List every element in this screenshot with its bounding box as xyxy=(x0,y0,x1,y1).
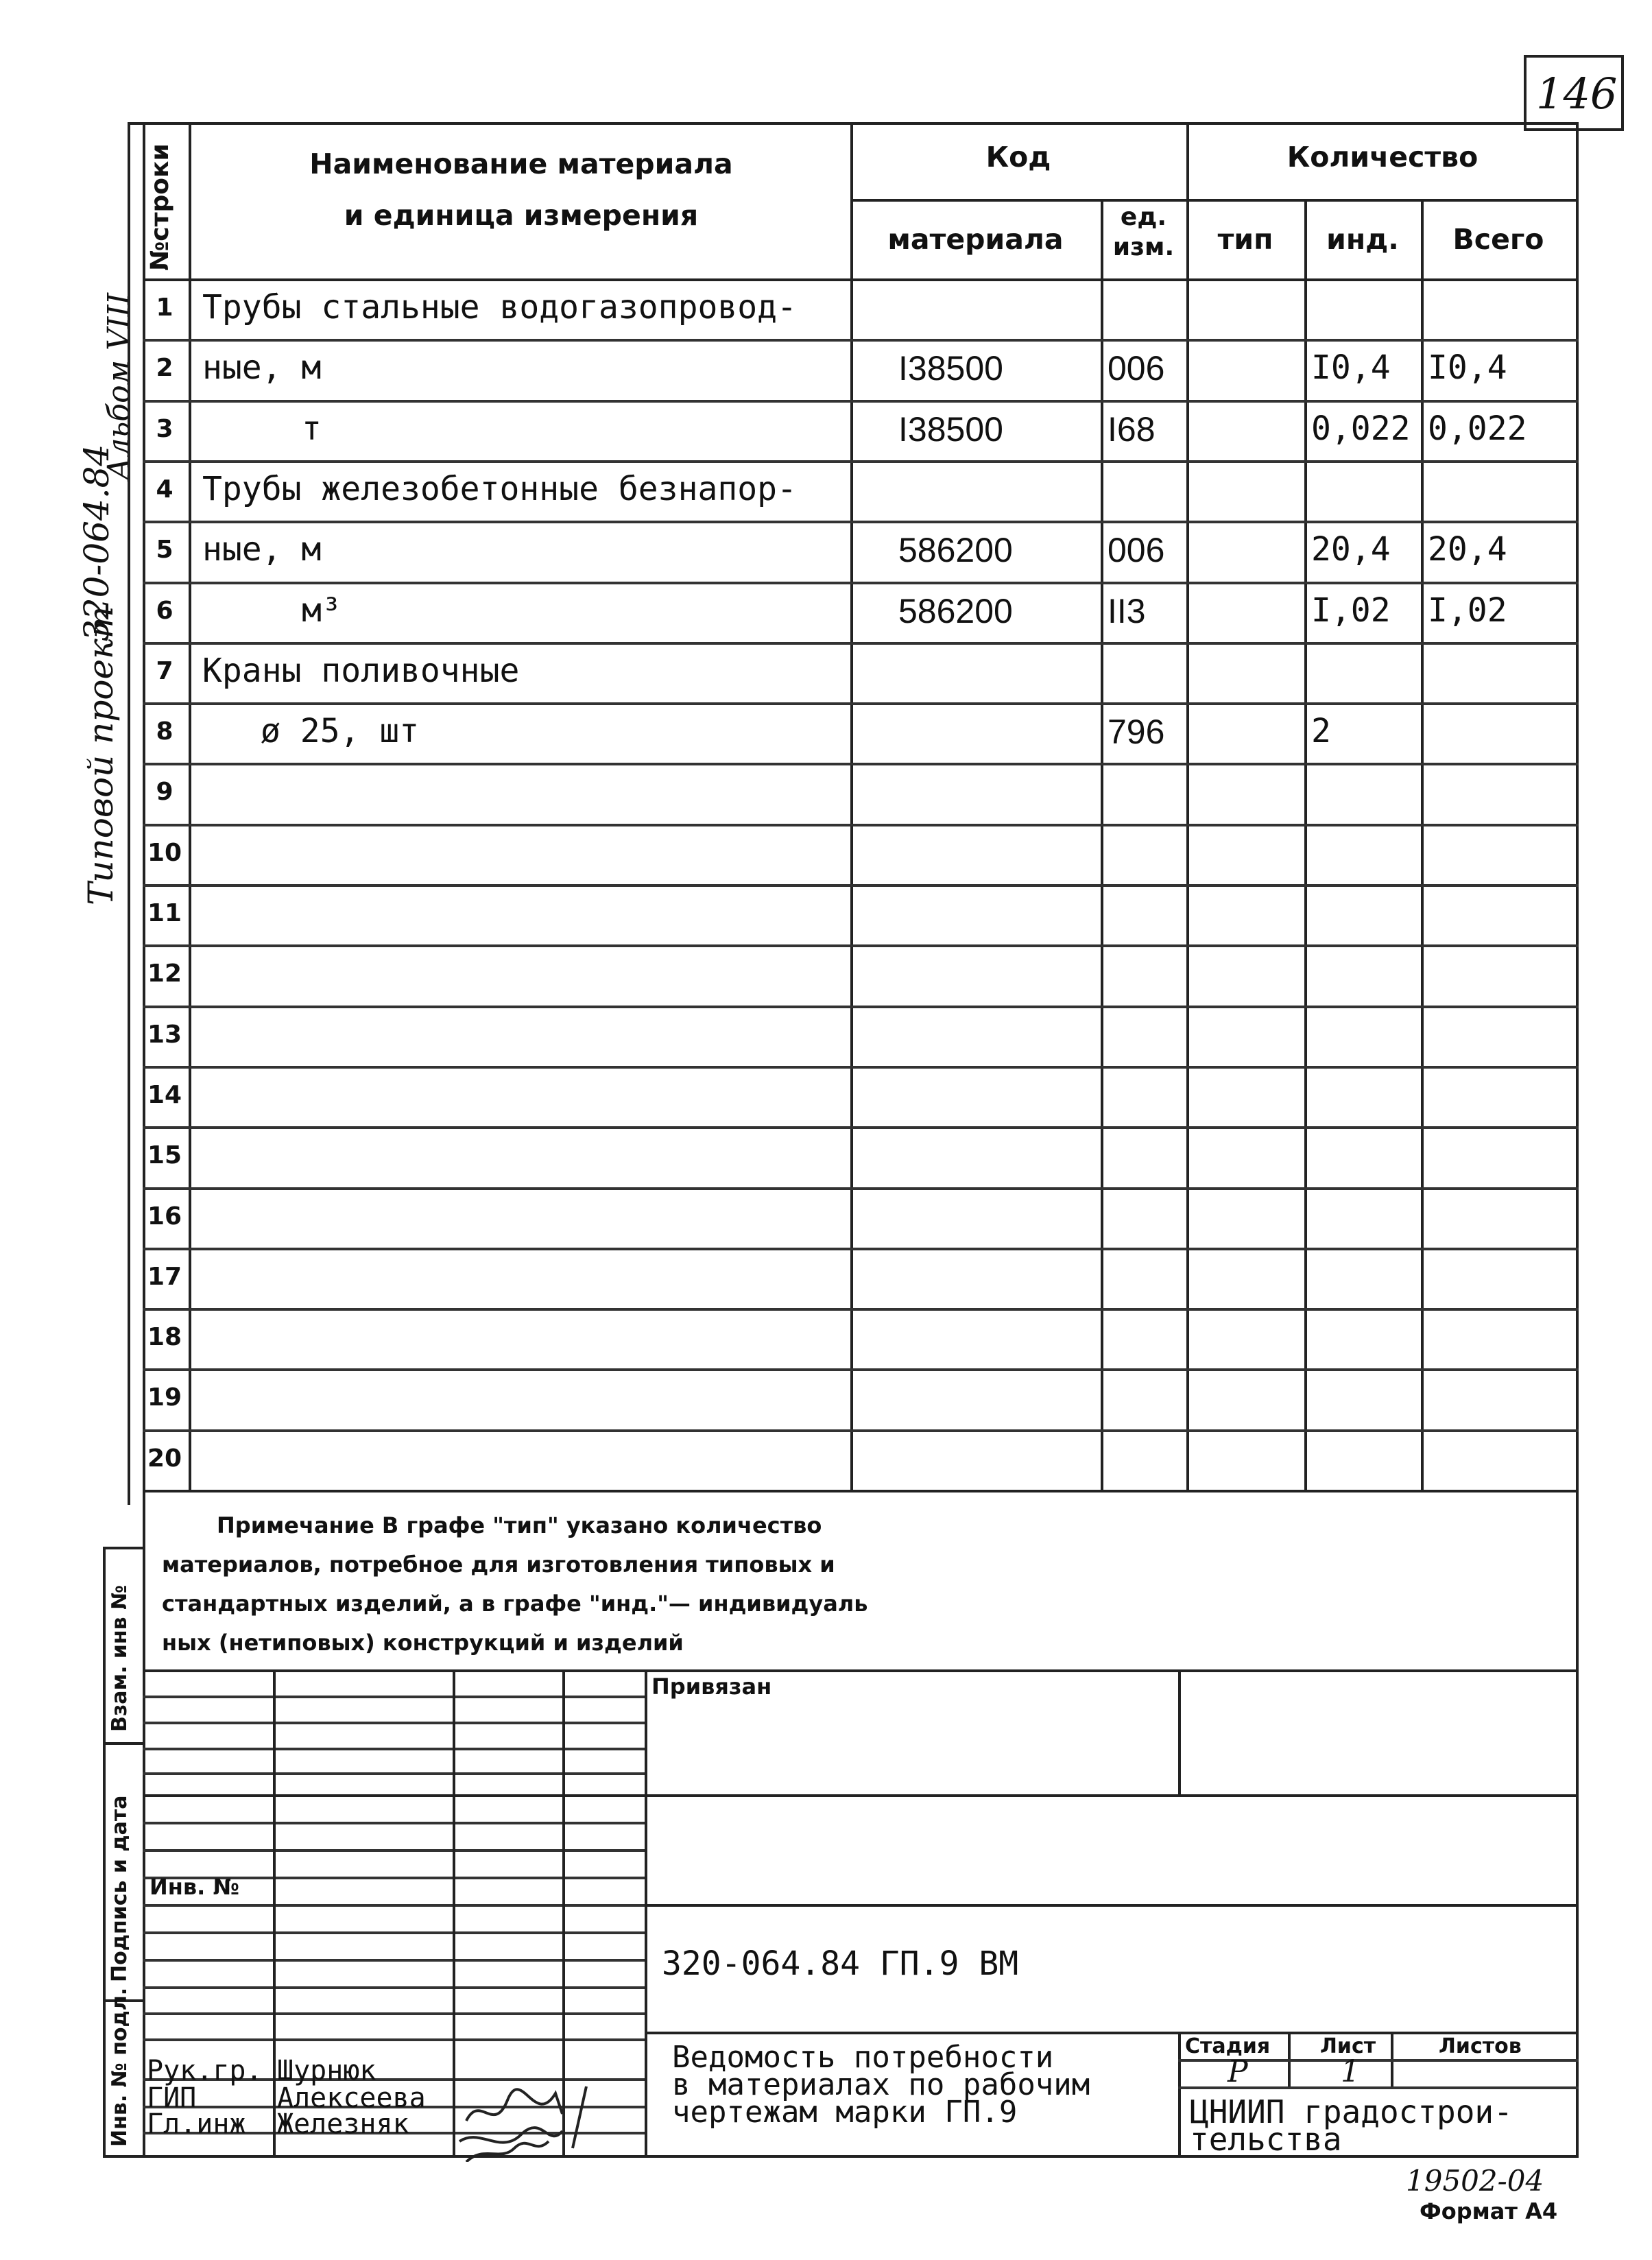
stamp-org-line2: тельства xyxy=(1190,2121,1342,2158)
cell-ind: 2 xyxy=(1311,712,1331,750)
footer-format: Формат А4 xyxy=(1420,2198,1558,2224)
row-number: 20 xyxy=(147,1444,182,1473)
page-number: 146 xyxy=(1536,69,1618,119)
note-line4: ных (нетиповых) конструкций и изделий xyxy=(162,1630,684,1656)
role-name: Железняк xyxy=(277,2108,409,2140)
cell-unit: II3 xyxy=(1108,592,1146,630)
stamp-org-line1: ЦНИИП градострои- xyxy=(1190,2093,1513,2130)
cell-name: Трубы стальные водогазопровод- xyxy=(202,288,797,326)
cell-name: ные, м xyxy=(202,348,322,387)
footer-doc-number: 19502-04 xyxy=(1406,2164,1544,2198)
cell-code: 586200 xyxy=(898,531,1013,569)
header-q-total: Всего xyxy=(1452,223,1544,256)
cell-name: Краны поливочные xyxy=(202,652,520,690)
stamp-stage: Р xyxy=(1228,2054,1248,2089)
row-number: 10 xyxy=(147,839,182,867)
cell-code: 586200 xyxy=(898,592,1013,630)
role-label: Гл.инж xyxy=(147,2108,246,2140)
cell-total: I,02 xyxy=(1428,591,1507,630)
header-code-unit-2: изм. xyxy=(1112,233,1175,261)
header-code-unit-1: ед. xyxy=(1120,203,1167,231)
row-number: 5 xyxy=(156,536,173,564)
cell-code: I38500 xyxy=(898,410,1003,449)
row-number: 4 xyxy=(156,475,173,503)
header-name-line1: Наименование материала xyxy=(309,147,733,180)
margin-podpis-data: Подпись и дата xyxy=(108,1795,132,1982)
row-number: 6 xyxy=(156,597,173,625)
stamp-privyazan: Привязан xyxy=(651,1674,772,1700)
row-number: 8 xyxy=(156,717,173,746)
stamp-title-line3: чертежам марки ГП.9 xyxy=(672,2095,1018,2130)
row-number: 18 xyxy=(147,1323,182,1351)
cell-unit: 796 xyxy=(1108,713,1165,751)
stamp-sheets-label: Листов xyxy=(1439,2034,1522,2058)
row-number: 13 xyxy=(147,1021,182,1049)
header-code: Код xyxy=(985,141,1051,174)
cell-unit: 006 xyxy=(1108,531,1165,569)
header-q-ind: инд. xyxy=(1326,223,1399,256)
margin-inv-podl: Инв. № подл. xyxy=(108,1987,132,2147)
stamp-stage-label: Стадия xyxy=(1185,2034,1271,2058)
cell-unit: I68 xyxy=(1108,410,1156,449)
row-number: 1 xyxy=(156,294,173,322)
row-number: 7 xyxy=(156,657,173,685)
header-row-no: №строки xyxy=(146,143,174,271)
stamp-sheet-label: Лист xyxy=(1320,2034,1376,2058)
header-q-type: тип xyxy=(1217,223,1273,256)
note-line2: материалов, потребное для изготовления типовых и xyxy=(162,1551,835,1578)
side-label-line1: Типовой проект xyxy=(81,606,121,905)
role-name: Шурнюк xyxy=(277,2055,376,2086)
cell-name: ные, м xyxy=(202,530,322,569)
stamp-sheet: 1 xyxy=(1341,2054,1360,2089)
row-number: 2 xyxy=(156,354,173,382)
margin-vzam-inv: Взам. инв № xyxy=(108,1584,132,1732)
cell-name: Трубы железобетонные безнапор- xyxy=(202,470,797,508)
row-number: 17 xyxy=(147,1263,182,1291)
cell-name: м³ xyxy=(302,591,342,630)
note-line1: Примечание В графе "тип" указано количество xyxy=(217,1512,822,1538)
cell-ind: I0,4 xyxy=(1311,348,1391,387)
side-label-line3: Альбом VIII xyxy=(101,292,136,480)
stamp-inv-no: Инв. № xyxy=(149,1874,239,1900)
row-number: 9 xyxy=(156,778,173,806)
cell-name: ø 25, шт xyxy=(261,712,420,750)
row-number: 19 xyxy=(147,1383,182,1412)
header-name-line2: и единица измерения xyxy=(344,199,699,232)
cell-total: 0,022 xyxy=(1428,409,1527,448)
row-number: 3 xyxy=(156,415,173,443)
note-line3: стандартных изделий, а в графе "инд."— индивидуаль xyxy=(162,1591,868,1617)
header-quantity: Количество xyxy=(1286,141,1479,174)
stamp-title-line1: Ведомость потребности xyxy=(672,2040,1054,2075)
signature-marks xyxy=(453,2073,617,2162)
cell-total: I0,4 xyxy=(1428,348,1507,387)
cell-code: I38500 xyxy=(898,349,1003,388)
stamp-title-line2: в материалах по рабочим xyxy=(672,2067,1090,2102)
stamp-doc-code xyxy=(662,1944,1018,1983)
row-number: 11 xyxy=(147,899,182,927)
cell-unit: 006 xyxy=(1108,349,1165,388)
cell-name: т xyxy=(302,409,322,448)
side-label-line2: 320-064.84 xyxy=(77,444,117,641)
cell-ind: 20,4 xyxy=(1311,530,1391,569)
cell-total: 20,4 xyxy=(1428,530,1507,569)
role-name: Алексеева xyxy=(277,2082,426,2114)
doc-code-text: 320-064.84 ГП.9 ВМ xyxy=(662,1944,1019,1983)
cell-ind: I,02 xyxy=(1311,591,1391,630)
cell-ind: 0,022 xyxy=(1311,409,1411,448)
row-number: 14 xyxy=(147,1081,182,1109)
header-code-material: материала xyxy=(887,223,1064,256)
row-number: 15 xyxy=(147,1141,182,1169)
row-number: 16 xyxy=(147,1202,182,1230)
role-label: Рук.гр. xyxy=(147,2055,263,2086)
row-number: 12 xyxy=(147,960,182,988)
role-label: ГИП xyxy=(147,2082,197,2114)
